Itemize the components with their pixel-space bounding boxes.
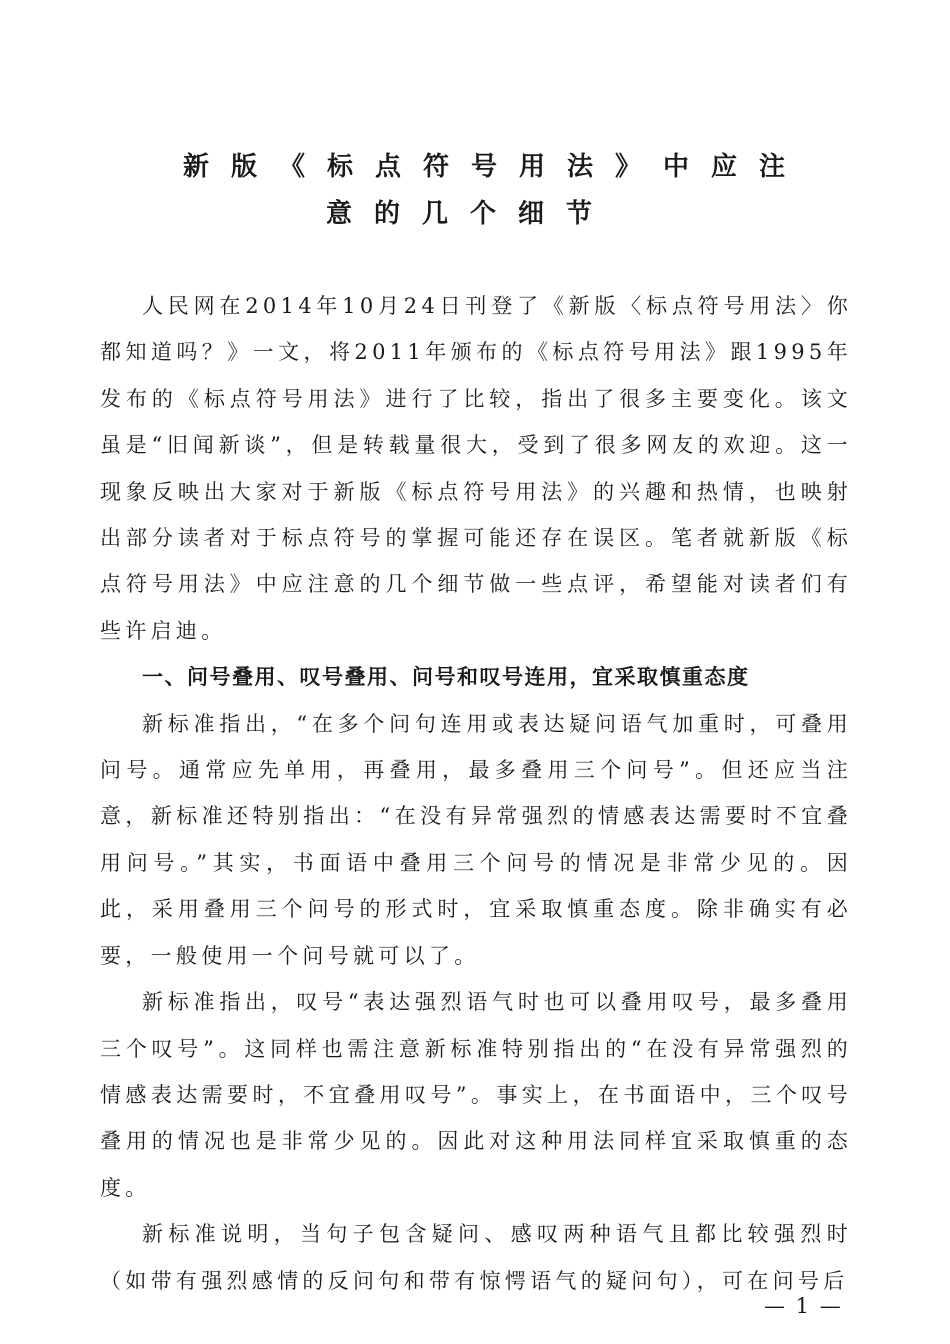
document-title-line-2: 意的几个细节 bbox=[326, 199, 615, 229]
section-heading: 一、问号叠用、叹号叠用、问号和叹号连用，宜采取慎重态度 bbox=[142, 665, 750, 690]
document-title-line-1: 新版《标点符号用法》中应注 bbox=[183, 152, 808, 182]
document-body bbox=[100, 283, 852, 1304]
section-paragraph-1: 新标准指出，“在多个问句连用或表达疑问语气加重时，可叠用问号。通常应先单用，再叠用，最多叠用三个问号”。但还应当注意，新标准还特别指出：“在没有异常强烈的情感表达需要时不宜叠用问号。”其实，书面语中叠用三个问号的情况是非常少见的。因此，采用叠用三个问号的形式时，宜采取慎重态度。除非确实有必要，一般使用一个问号就可以了。 bbox=[100, 711, 852, 968]
section-paragraph-2: 新标准指出，叹号“表达强烈语气时也可以叠用叹号，最多叠用三个叹号”。这同样也需注意新标准特别指出的“在没有异常强烈的情感表达需要时，不宜叠用叹号”。事实上，在书面语中，三个叹号叠用的情况也是非常少见的。因此对这种用法同样宜采取慎重的态度。 bbox=[100, 990, 852, 1200]
intro-paragraph: 人民网在2014年10月24日刊登了《新版〈标点符号用法〉你都知道吗？》一文，将2011年颁布的《标点符号用法》跟1995年发布的《标点符号用法》进行了比较，指出了很多主要变化。该文虽是“旧闻新谈”，但是转载量很大，受到了很多网友的欢迎。这一现象反映出大家对于新版《标点符号用法》的兴趣和热情，也映射出部分读者对于标点符号的掌握可能还存在误区。笔者就新版《标点符号用法》中应注意的几个细节做一些点评，希望能对读者们有些许启迪。 bbox=[100, 294, 852, 643]
section-paragraph-3: 新标准说明，当句子包含疑问、感叹两种语气且都比较强烈时（如带有强烈感情的反问句和带有惊愕语气的疑问句），可在问号后 bbox=[100, 1222, 852, 1293]
page-number: — 1 — bbox=[764, 1294, 843, 1318]
